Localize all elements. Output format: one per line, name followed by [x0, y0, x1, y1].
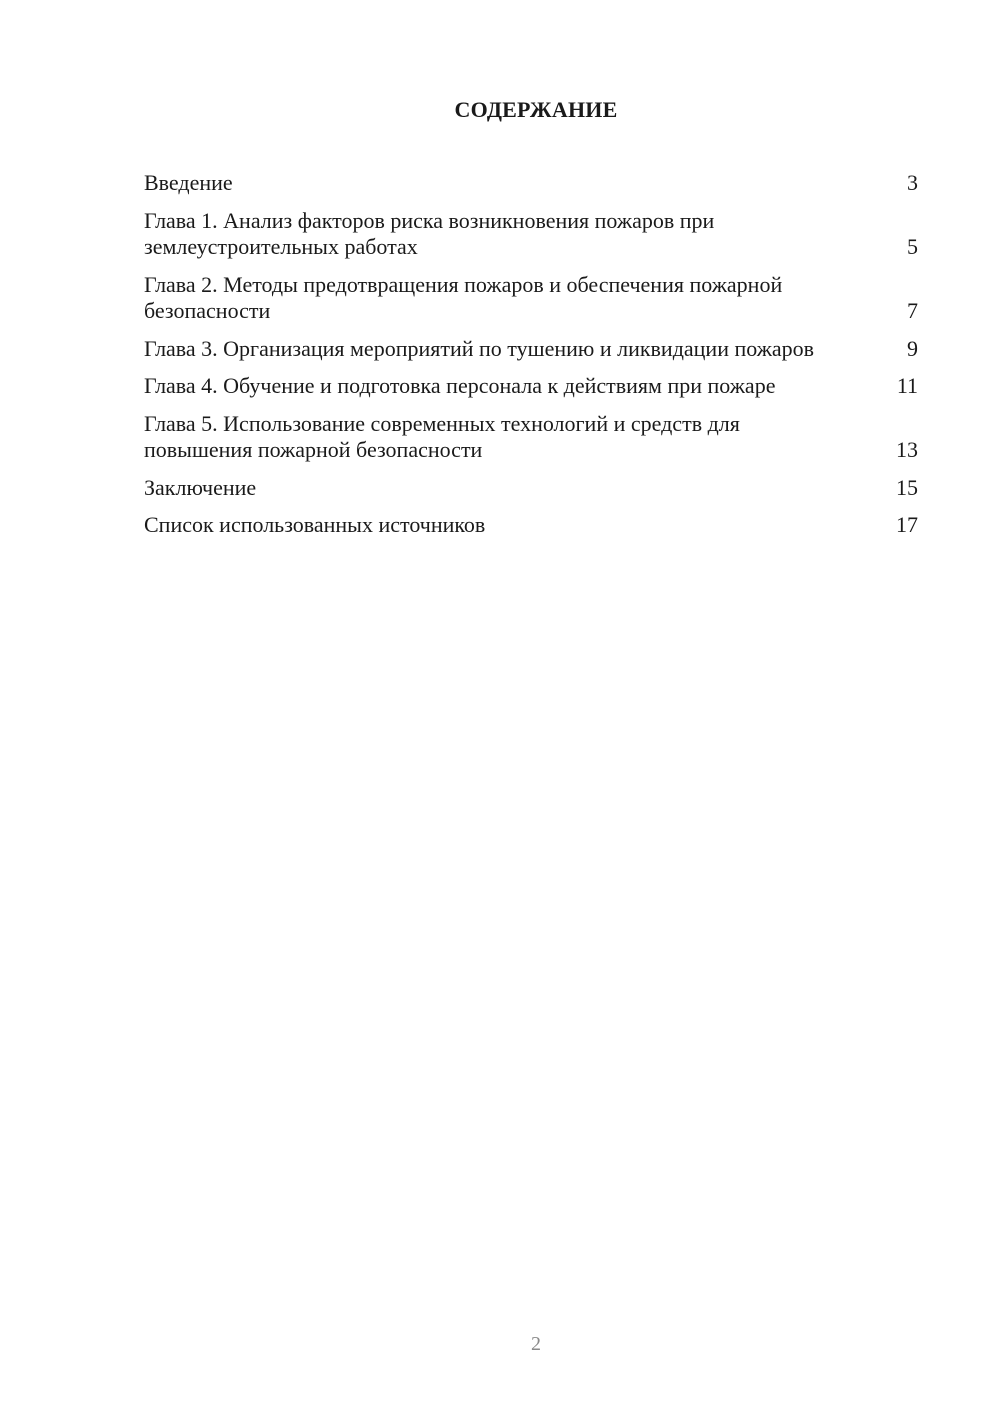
toc-entry-chapter-5[interactable] — [144, 411, 918, 464]
toc-entry-title: Список использованных источников — [144, 512, 486, 537]
toc-entry-page: 9 — [907, 335, 918, 361]
toc-entry-introduction[interactable] — [144, 170, 918, 197]
table-of-contents — [144, 170, 918, 550]
toc-entry-chapter-1[interactable] — [144, 208, 918, 261]
toc-entry-title: Глава 5. Использование современных технологий и средств для повышения пожарной безопасности — [144, 410, 740, 462]
toc-entry-title: Глава 3. Организация мероприятий по тушению и ликвидации пожаров — [144, 335, 815, 361]
toc-entry-title: Глава 4. Обучение и подготовка персонала к действиям при пожаре — [144, 373, 776, 398]
toc-entry-chapter-4[interactable] — [144, 373, 918, 400]
toc-entry-page: 17 — [896, 512, 918, 537]
toc-entry-title: Глава 1. Анализ факторов риска возникновения пожаров при землеустроительных работах — [144, 207, 715, 259]
toc-entry-page: 3 — [907, 170, 918, 195]
toc-entry-title: Заключение — [144, 474, 257, 500]
toc-entry-chapter-2[interactable] — [144, 272, 918, 325]
toc-entry-page: 5 — [907, 234, 918, 259]
toc-entry-page: 15 — [896, 474, 918, 500]
toc-entry-title: Глава 2. Методы предотвращения пожаров и обеспечения пожарной безопасности — [144, 271, 783, 323]
toc-entry-references[interactable] — [144, 512, 918, 539]
toc-entry-conclusion[interactable] — [144, 475, 918, 502]
toc-entry-title: Введение — [144, 170, 233, 195]
toc-entry-page: 11 — [896, 373, 918, 398]
page-title: СОДЕРЖАНИЕ — [454, 97, 618, 122]
page-number: 2 — [531, 1333, 541, 1355]
toc-entry-page: 7 — [907, 298, 918, 323]
toc-entry-chapter-3[interactable] — [144, 336, 918, 363]
toc-entry-page: 13 — [896, 437, 918, 462]
